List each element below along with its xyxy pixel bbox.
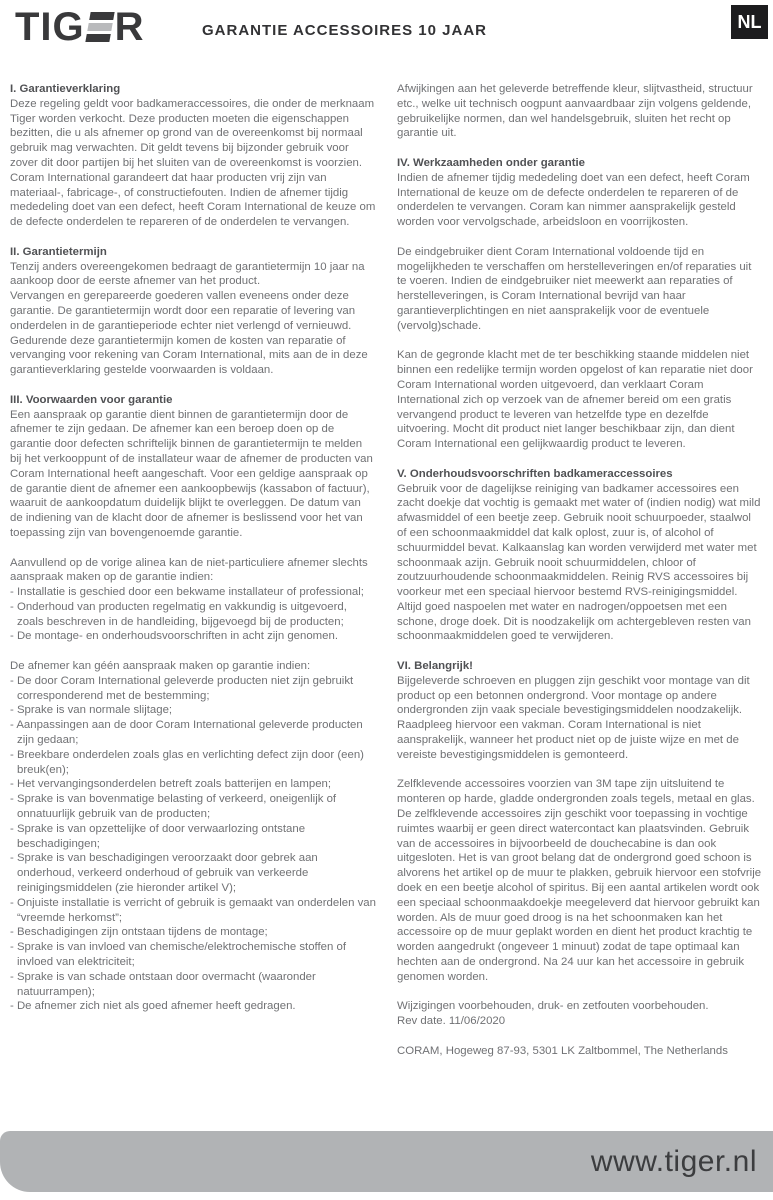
rev-date: Rev date. 11/06/2020 <box>397 1015 506 1028</box>
paragraph: De eindgebruiker dient Coram International voldoende tijd en mogelijkheden te verschaffen om herstelleveringen en/of reparaties uit te voeren. Indien de eindgebruiker niet meewerkt aan reparaties of herstelleveringen, is Coram International bevrijd van haar garantieverplichtingen en niet aansprakelijk voor de eventuele (vervolg)schade. <box>397 245 752 332</box>
closing-notes <box>397 999 763 1029</box>
section-heading: IV. Werkzaamheden onder garantie <box>397 156 586 169</box>
paragraph: Zelfklevende accessoires voorzien van 3M tape zijn uitsluitend te monteren op harde, gladde ondergronden zoals tegels, metaal en glas. De zelfklevende accessoires zijn geschikt voor toepassing in vochtige ruimtes waarbij er geen direct watercontact kan plaatsvinden. Gebruik van de accessoires in bijvoorbeeld de douchecabine is dan ook uitgesloten. Het is van groot belang dat de ondergrond goed schoon is alvorens het artikel op de muur te plakken, gebruik hiervoor een stofvrije doek en een beetje alcohol of spiritus. Bij een aantal artikelen wordt ook een speciaal schoonmaakdoekje meegeleverd dat hiervoor gebruikt kan worden. Als de muur goed droog is na het schoonmaken kan het accessoire op de muur geplakt worden en dient het product krachtig te worden aangedrukt (ongeveer 1 minuut) zodat de tape optimaal kan hechten aan de ondergrond. Na 24 uur kan het accessoire in gebruik genomen worden. <box>397 778 762 983</box>
exclusions-list <box>10 659 376 1014</box>
paragraph: Bijgeleverde schroeven en pluggen zijn geschikt voor montage van dit product op een betonnen ondergrond. Voor montage op andere ondergronden zijn vaak speciale bevestigingsmiddelen noodzakelijk. Raadpleeg hiervoor een vakman. Coram International is niet aansprakelijk, wanneer het product niet op de juiste wijze en met de vereiste bevestigingsmiddelen is gemonteerd. <box>397 674 750 761</box>
section-garantietermijn <box>10 245 376 378</box>
list-item: - Sprake is van bovenmatige belasting of verkeerd, oneigenlijk of onnatuurlijk gebruik van de producten; <box>10 793 337 821</box>
address-line: CORAM, Hogeweg 87-93, 5301 LK Zaltbommel, The Netherlands <box>397 1044 728 1057</box>
list-item: - Sprake is van normale slijtage; <box>10 704 173 717</box>
section-heading: II. Garantietermijn <box>10 245 107 258</box>
document-header <box>0 0 773 62</box>
list-item: - Sprake is van opzettelijke of door verwaarlozing ontstane beschadigingen; <box>10 822 306 850</box>
section-garantieverklaring <box>10 82 376 230</box>
left-column <box>10 82 376 1059</box>
page-title: GARANTIE ACCESSOIRES 10 JAAR <box>202 22 487 39</box>
logo-e-bars-icon <box>85 12 114 42</box>
website-url: www.tiger.nl <box>590 1144 757 1178</box>
list-item: - Installatie is geschied door een bekwame installateur of professional; <box>10 586 364 599</box>
paragraph: Gebruik voor de dagelijkse reiniging van badkamer accessoires een zacht doekje dat vochtig is gemaakt met water of (indien nodig) wat mild afwasmiddel of een beetje zeep. Gebruik nooit schuurpoeder, staalwol of een schoonmaakmiddel dat kalk oplost, zuur is, of alcohol of schuurmiddel bevat. Kalkaanslag kan worden verwijderd met water met schoonmaak azijn. Gebruik nooit schuurmiddelen, chloor of zoutzuurhoudende schoonmaakmiddelen. Reinig RVS accessoires bij voorkeur met een speciaal hiervoor bestemd RVS-reinigingsmiddel. Altijd goed naspoelen met water en nadrogen/oppoetsen met een schone, droge doek. Dit is noodzakelijk om achtergebleven resten van schoonmaakmiddelen goed te verwijderen. <box>397 482 761 643</box>
list-item: - Aanpassingen aan de door Coram International geleverde producten zijn gedaan; <box>10 719 363 747</box>
paragraph: Vervangen en gerepareerde goederen vallen eveneens onder deze garantie. De garantietermijn wordt door een reparatie of levering van onderdelen in de garantieperiode echter niet verlengd of vernieuwd. <box>10 290 356 332</box>
section-werkzaamheden <box>397 156 763 230</box>
paragraph: Afwijkingen aan het geleverde betreffende kleur, slijtvastheid, structuur etc., welke uit technisch oogpunt aanvaardbaar zijn volgens geldende, gebruikelijke normen, dan wel handelsgebruik, sluiten het recht op garantie uit. <box>397 83 753 140</box>
list-intro: Aanvullend op de vorige alinea kan de niet-particuliere afnemer slechts aanspraak maken op de garantie indien: <box>10 556 368 584</box>
logo-bar-middle <box>87 23 112 31</box>
list-item: - Onjuiste installatie is verricht of gebruik is gemaakt van onderdelen van “vreemde herkomst”; <box>10 896 376 924</box>
list-item: - Sprake is van schade ontstaan door overmacht (waaronder natuurrampen); <box>10 970 316 998</box>
company-address <box>397 1044 763 1059</box>
list-item: - Het vervangingsonderdelen betreft zoals batterijen en lampen; <box>10 778 332 791</box>
paragraph: Tenzij anders overeengekomen bedraagt de garantietermijn 10 jaar na aankoop door de eerste afnemer van het product. <box>10 260 365 288</box>
logo-bar-top <box>89 12 114 20</box>
logo-bar-bottom <box>85 34 110 42</box>
tiger-logo <box>15 5 145 49</box>
deviations-paragraph <box>397 82 763 141</box>
section-werkzaamheden-p2 <box>397 245 763 334</box>
document-body <box>0 62 773 1059</box>
list-item: - Breekbare onderdelen zoals glas en verlichting defect zijn door (een) breuk(en); <box>10 748 364 776</box>
list-item: - Onderhoud van producten regelmatig en vakkundig is uitgevoerd, zoals beschreven in de handleiding, bijgevoegd bij de producten; <box>10 600 347 628</box>
section-belangrijk-p2 <box>397 777 763 984</box>
paragraph: Indien de afnemer tijdig mededeling doet van een defect, heeft Coram International de keuze om de defecte onderdelen te repareren of de onderdelen te vervangen. Coram kan nimmer aansprakelijk gesteld worden voor vervolgschade, arbeidsloon en voorrijkosten. <box>397 171 750 229</box>
logo-text-left: TIG <box>15 5 85 49</box>
language-badge: NL <box>731 5 768 39</box>
paragraph: Kan de gegronde klacht met de ter beschikking staande middelen niet binnen een redelijke termijn worden opgelost of kan reparatie niet door Coram International worden uitgevoerd, dan verklaart Coram International zich op verzoek van de afnemer bereid om een gratis vervangend product te leveren van hetzelfde type en dezelfde uitvoering. Mocht dit product niet langer beschikbaar zijn, dan dient Coram International een gelijkwaardig product te leveren. <box>397 349 753 451</box>
conditions-list-commercial <box>10 556 376 645</box>
section-heading: III. Voorwaarden voor garantie <box>10 393 173 406</box>
section-heading: VI. Belangrijk! <box>397 660 473 673</box>
footer-bar <box>0 1131 773 1192</box>
paragraph: Een aanspraak op garantie dient binnen de garantietermijn door de afnemer te zijn gedaan. De afnemer kan een beroep doen op de garantie door defecten schriftelijk binnen de garantietermijn te melden bij het verkooppunt of de installateur waar de afnemer de producten van Coram International heeft aangeschaft. Voor een geldige aanspraak op de garantie dient de afnemer een aankoopbewijs (kassabon of factuur), waaruit de aankoopdatum duidelijk blijkt te overleggen. De datum van de indiening van de klacht door de afnemer is beslissend voor het van toepassing zijn van bovengenoemde garantie. <box>10 408 373 539</box>
list-item: - Beschadigingen zijn ontstaan tijdens de montage; <box>10 926 268 939</box>
list-item: - De afnemer zich niet als goed afnemer heeft gedragen. <box>10 1000 296 1013</box>
right-column <box>397 82 763 1059</box>
list-item: - De door Coram International geleverde producten niet zijn gebruikt corresponderend met de bestemming; <box>10 674 354 702</box>
list-intro: De afnemer kan géén aanspraak maken op garantie indien: <box>10 660 311 673</box>
paragraph: Gedurende deze garantietermijn komen de kosten van reparatie of vervanging voor rekening van Coram International, mits aan de in deze garantieverklaring gestelde voorwaarden is voldaan. <box>10 334 368 377</box>
section-heading: I. Garantieverklaring <box>10 83 121 95</box>
section-heading: V. Onderhoudsvoorschriften badkameraccessoires <box>397 467 673 480</box>
bullet-list <box>10 674 376 1014</box>
list-item: - Sprake is van beschadigingen veroorzaakt door gebrek aan onderhoud, verkeerd onderhoud of gebruik van verkeerde reinigingsmiddelen (zie hieronder artikel V); <box>10 852 318 895</box>
section-onderhoudsvoorschriften <box>397 467 763 645</box>
section-werkzaamheden-p3 <box>397 348 763 452</box>
list-item: - De montage- en onderhoudsvoorschriften in acht zijn genomen. <box>10 630 338 643</box>
paragraph: Deze regeling geldt voor badkameraccessoires, die onder de merknaam Tiger worden verkocht. Deze producten moeten die eigenschappen bezitten, die u als afnemer op grond van de overeenkomst bij normaal gebruik mag verwachten. Dit geldt tevens bij bijzonder gebruik voor zover dit door partijen bij het sluiten van de overeenkomst is voorzien. Coram International garandeert dat haar producten vrij zijn van materiaal-, fabricage-, of constructiefouten. Indien de afnemer tijdig mededeling doet van een defect, heeft Coram International de keuze om de defecte onderdelen te repareren of de onderdelen te vervangen. <box>10 97 376 229</box>
section-voorwaarden <box>10 393 376 541</box>
bullet-list <box>10 585 376 644</box>
logo-text-right: R <box>114 5 145 49</box>
section-belangrijk <box>397 659 763 763</box>
disclaimer-line: Wijzigingen voorbehouden, druk- en zetfouten voorbehouden. <box>397 1000 709 1013</box>
list-item: - Sprake is van invloed van chemische/elektrochemische stoffen of invloed van elektriciteit; <box>10 941 346 969</box>
